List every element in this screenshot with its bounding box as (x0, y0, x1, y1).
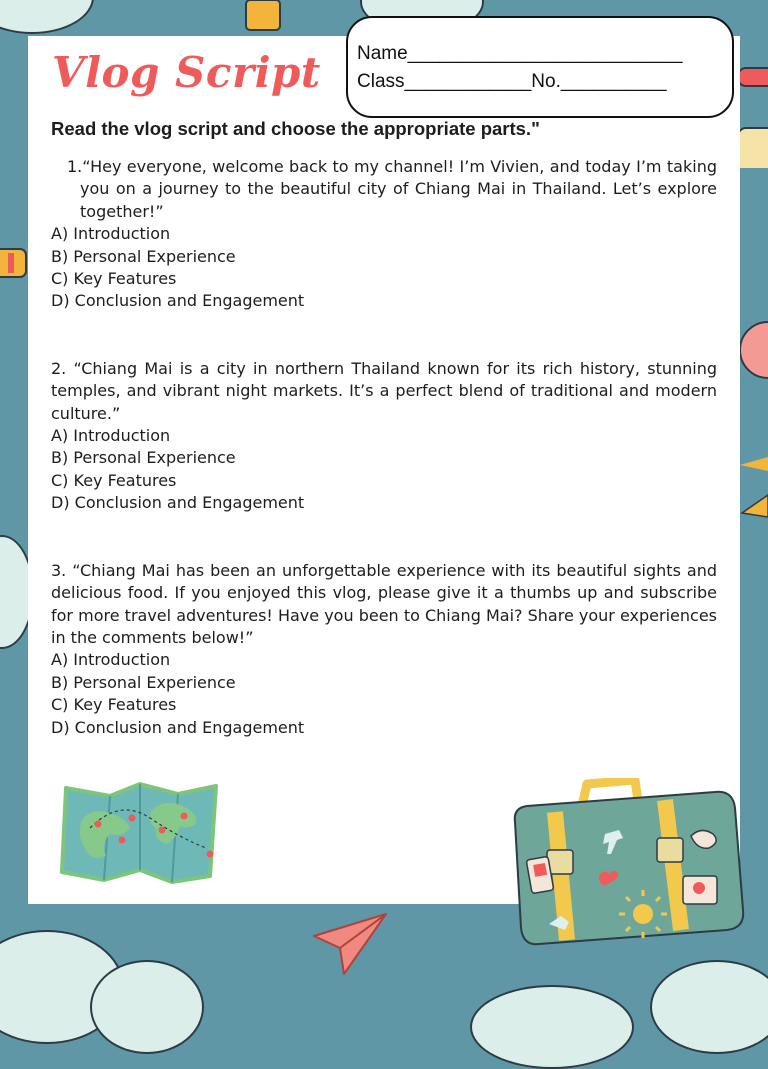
location-pin-icon (119, 837, 126, 844)
cloud-icon (90, 960, 204, 1054)
question-3 (51, 560, 717, 739)
option-b[interactable]: B) Personal Experience (51, 672, 236, 692)
instruction-text: Read the vlog script and choose the appropriate parts." (51, 118, 540, 139)
cloud-icon (470, 985, 634, 1069)
location-pin-icon (95, 821, 102, 828)
cloud-icon (0, 0, 94, 34)
map-icon (60, 780, 220, 884)
question-2 (51, 358, 717, 515)
location-pin-icon (181, 813, 188, 820)
option-c[interactable]: C) Key Features (51, 470, 177, 490)
option-a[interactable]: A) Introduction (51, 224, 171, 244)
option-a[interactable]: A) Introduction (51, 426, 171, 446)
question-1 (51, 156, 717, 313)
airplane-icon (236, 0, 296, 40)
airplane-icon (738, 455, 768, 525)
worksheet-content (51, 118, 717, 784)
option-b[interactable]: B) Personal Experience (51, 246, 236, 266)
name-field[interactable]: Name__________________________ (357, 43, 683, 64)
cloud-icon (650, 960, 768, 1054)
option-b[interactable]: B) Personal Experience (51, 448, 236, 468)
option-d[interactable]: D) Conclusion and Engagement (51, 717, 305, 737)
option-d[interactable]: D) Conclusion and Engagement (51, 493, 305, 513)
student-info-box (346, 16, 734, 118)
heart-icon (738, 320, 768, 380)
class-number-field[interactable]: Class____________No.__________ (357, 71, 667, 92)
option-c[interactable]: C) Key Features (51, 695, 177, 715)
airplane-icon (736, 58, 768, 168)
option-c[interactable]: C) Key Features (51, 269, 177, 289)
location-pin-icon (159, 827, 166, 834)
location-pin-icon (129, 815, 136, 822)
question-text: 3. “Chiang Mai has been an unforgettable experience with its beautiful sights and delicious food. If you enjoyed this vlog, please give it a thumbs up and subscribe for more travel adventures! Have you been to Chiang Mai? Share your experiences in the comments below!” (51, 560, 717, 647)
option-d[interactable]: D) Conclusion and Engagement (51, 291, 305, 311)
worksheet-sheet (28, 36, 740, 904)
question-text: 2. “Chiang Mai is a city in northern Thailand known for its rich history, stunning temples, and vibrant night markets. It’s a perfect blend of traditional and modern culture.” (51, 358, 717, 423)
paper-plane-icon (312, 910, 392, 980)
suitcase-icon (505, 778, 745, 948)
question-text: 1.“Hey everyone, welcome back to my channel! I’m Vivien, and today I’m taking you on a journey to the beautiful city of Chiang Mai in Thailand. Let’s explore together!” (67, 157, 717, 221)
airplane-icon (0, 245, 30, 281)
worksheet-title: Vlog Script (52, 48, 321, 97)
location-pin-icon (207, 851, 214, 858)
option-a[interactable]: A) Introduction (51, 650, 171, 670)
